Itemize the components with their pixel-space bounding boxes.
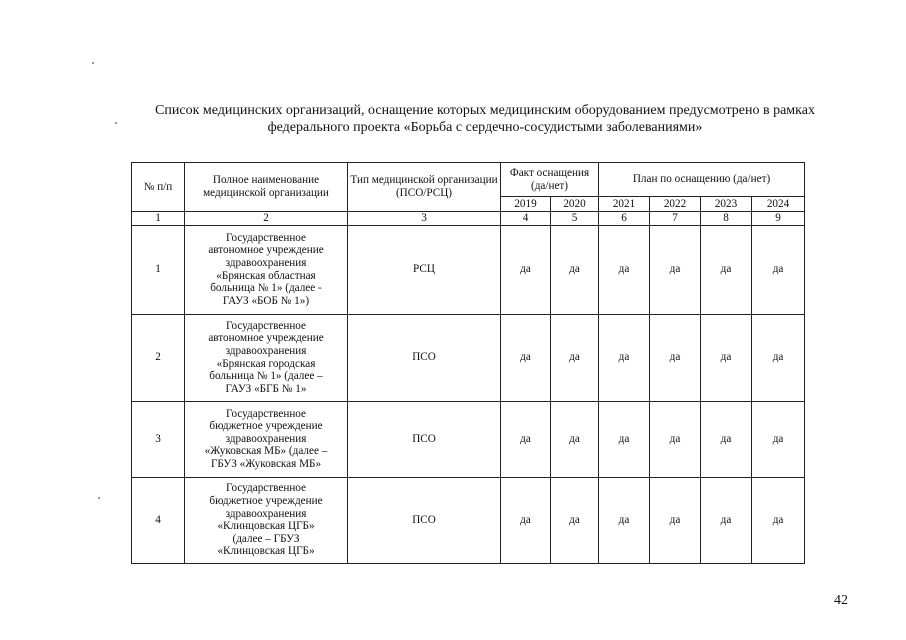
value-cell: да bbox=[599, 401, 650, 477]
name-line: «Брянская городская bbox=[216, 357, 316, 370]
value-cell: да bbox=[551, 477, 599, 563]
organization-name bbox=[185, 314, 348, 401]
page-title bbox=[120, 102, 850, 136]
value-cell: да bbox=[752, 225, 805, 314]
value-cell: да bbox=[701, 314, 752, 401]
column-number: 6 bbox=[599, 212, 650, 226]
column-number: 4 bbox=[501, 212, 551, 226]
title-line-2: федерального проекта «Борьба с сердечно-сосудистыми заболеваниями» bbox=[267, 120, 703, 135]
value-cell: да bbox=[501, 314, 551, 401]
column-number: 9 bbox=[752, 212, 805, 226]
name-line: Государственное bbox=[225, 407, 307, 420]
name-line: ГАУЗ «БОБ № 1») bbox=[222, 294, 310, 307]
year-cell: 2024 bbox=[752, 197, 805, 212]
table-row bbox=[132, 401, 805, 477]
value-cell: да bbox=[551, 225, 599, 314]
name-line: Государственное bbox=[225, 482, 307, 495]
organization-type: РСЦ bbox=[348, 225, 501, 314]
value-cell: да bbox=[650, 401, 701, 477]
year-cell: 2022 bbox=[650, 197, 701, 212]
name-line: здравоохранения bbox=[225, 432, 307, 445]
header-plan: План по оснащению (да/нет) bbox=[599, 163, 805, 197]
name-line: ГАУЗ «БГБ № 1» bbox=[225, 382, 307, 395]
name-line: здравоохранения bbox=[225, 507, 307, 520]
organization-type: ПСО bbox=[348, 477, 501, 563]
name-line: автономное учреждение bbox=[208, 332, 324, 345]
value-cell: да bbox=[650, 477, 701, 563]
value-cell: да bbox=[599, 225, 650, 314]
value-cell: да bbox=[501, 401, 551, 477]
year-cell: 2020 bbox=[551, 197, 599, 212]
year-cell: 2023 bbox=[701, 197, 752, 212]
column-number: 5 bbox=[551, 212, 599, 226]
name-line: здравоохранения bbox=[225, 257, 307, 269]
organization-name bbox=[185, 225, 348, 314]
table-row bbox=[132, 477, 805, 563]
name-line: Государственное bbox=[225, 231, 307, 244]
name-line: больница № 1» (далее – bbox=[209, 370, 323, 383]
column-number: 3 bbox=[348, 212, 501, 226]
value-cell: да bbox=[752, 401, 805, 477]
organizations-table bbox=[131, 162, 805, 564]
value-cell: да bbox=[701, 225, 752, 314]
value-cell: да bbox=[752, 314, 805, 401]
scan-speck bbox=[92, 62, 94, 64]
name-line: «Брянская областная bbox=[216, 269, 316, 282]
column-numbers-row bbox=[132, 212, 805, 226]
name-line: бюджетное учреждение bbox=[209, 420, 323, 433]
value-cell: да bbox=[501, 225, 551, 314]
name-line: Государственное bbox=[225, 319, 307, 332]
value-cell: да bbox=[701, 477, 752, 563]
name-line: «Жуковская МБ» (далее – bbox=[204, 445, 328, 458]
organization-name bbox=[185, 477, 348, 563]
header-type: Тип медицинской организации (ПСО/РСЦ) bbox=[348, 163, 501, 212]
scan-speck bbox=[98, 497, 100, 499]
row-number: 2 bbox=[132, 314, 185, 401]
name-line: больница № 1» (далее - bbox=[210, 282, 322, 295]
value-cell: да bbox=[599, 477, 650, 563]
scan-speck bbox=[115, 122, 117, 124]
year-cell: 2019 bbox=[501, 197, 551, 212]
row-number: 4 bbox=[132, 477, 185, 563]
name-line: здравоохранения bbox=[225, 345, 307, 357]
name-line: бюджетное учреждение bbox=[209, 494, 323, 507]
name-line: «Клинцовская ЦГБ» bbox=[217, 545, 315, 558]
organization-type: ПСО bbox=[348, 401, 501, 477]
table-row bbox=[132, 314, 805, 401]
year-cell: 2021 bbox=[599, 197, 650, 212]
value-cell: да bbox=[701, 401, 752, 477]
column-number: 1 bbox=[132, 212, 185, 226]
organization-name bbox=[185, 401, 348, 477]
header-num: № п/п bbox=[132, 163, 185, 212]
value-cell: да bbox=[599, 314, 650, 401]
column-number: 2 bbox=[185, 212, 348, 226]
organization-type: ПСО bbox=[348, 314, 501, 401]
name-line: «Клинцовская ЦГБ» bbox=[217, 520, 315, 533]
name-line: (далее – ГБУЗ bbox=[232, 532, 300, 545]
value-cell: да bbox=[650, 314, 701, 401]
row-number: 1 bbox=[132, 225, 185, 314]
value-cell: да bbox=[551, 401, 599, 477]
header-fact: Факт оснащения (да/нет) bbox=[501, 163, 599, 197]
value-cell: да bbox=[752, 477, 805, 563]
row-number: 3 bbox=[132, 401, 185, 477]
table-row bbox=[132, 225, 805, 314]
value-cell: да bbox=[551, 314, 599, 401]
column-number: 7 bbox=[650, 212, 701, 226]
header-row bbox=[132, 163, 805, 197]
name-line: автономное учреждение bbox=[208, 244, 324, 257]
column-number: 8 bbox=[701, 212, 752, 226]
page-number: 42 bbox=[834, 593, 848, 608]
value-cell: да bbox=[501, 477, 551, 563]
value-cell: да bbox=[650, 225, 701, 314]
name-line: ГБУЗ «Жуковская МБ» bbox=[210, 457, 322, 470]
title-line-1: Список медицинских организаций, оснащение которых медицинским оборудованием предусмотрено в рамках bbox=[155, 103, 815, 118]
header-name: Полное наименование медицинской организации bbox=[185, 163, 348, 212]
